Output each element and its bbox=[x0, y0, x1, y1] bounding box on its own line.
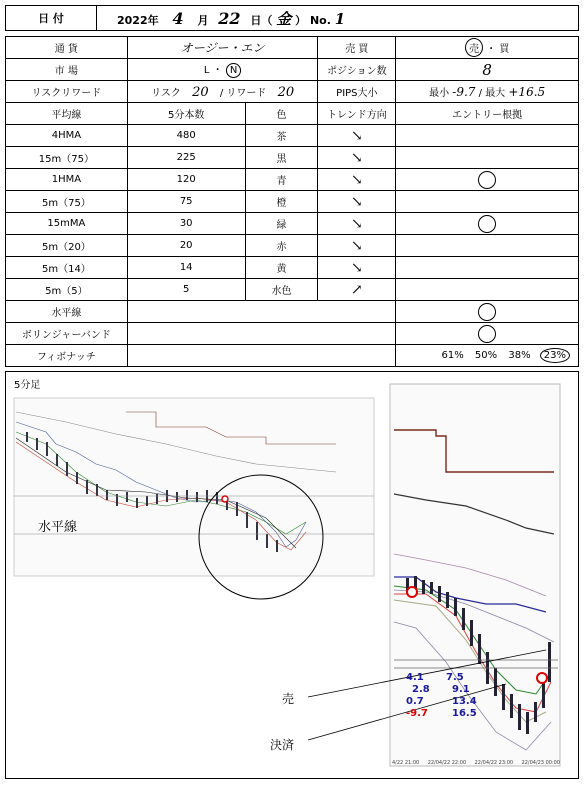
ma-name: 5m（5） bbox=[6, 279, 128, 301]
day-unit: 日（ bbox=[250, 13, 273, 27]
weekday-value: 金 bbox=[276, 9, 292, 28]
header-ma: 平均線 bbox=[6, 103, 128, 125]
position-value: 8 bbox=[396, 59, 579, 81]
table-row bbox=[6, 257, 579, 279]
trade-label: 売 買 bbox=[318, 37, 396, 59]
table-row bbox=[6, 191, 579, 213]
pips-value bbox=[396, 81, 579, 103]
table-row bbox=[6, 125, 579, 147]
bollinger-entry bbox=[396, 323, 579, 345]
axis-tick-label: 22/04/23 00:00 bbox=[521, 760, 560, 766]
ma-entry bbox=[396, 147, 579, 169]
horizontal-line-label: 水平線 bbox=[6, 301, 128, 323]
pips-value: 4.1 bbox=[406, 672, 424, 683]
pips-values-right bbox=[446, 672, 477, 720]
ma-entry bbox=[396, 169, 579, 191]
ma-color: 黄 bbox=[245, 257, 318, 279]
ma-trend: ↘ bbox=[318, 235, 396, 257]
ma-entry bbox=[396, 213, 579, 235]
ma-trend: ↘ bbox=[318, 213, 396, 235]
bollinger-label: ボリンジャーバンド bbox=[6, 323, 128, 345]
market-label: 市 場 bbox=[6, 59, 128, 81]
pips-sep: / bbox=[478, 88, 482, 99]
ma-count: 120 bbox=[127, 169, 245, 191]
rr-value bbox=[127, 81, 318, 103]
risk-value: 20 bbox=[192, 84, 209, 100]
table-row bbox=[6, 235, 579, 257]
left-chart-panel bbox=[14, 398, 374, 576]
reward-value: 20 bbox=[277, 84, 295, 100]
rr-label: リスクリワード bbox=[6, 81, 128, 103]
axis-tick-label: 22/04/22 23:00 bbox=[474, 760, 514, 766]
ma-name: 15m（75） bbox=[6, 147, 128, 169]
record-table bbox=[5, 36, 579, 367]
ma-trend: ↘ bbox=[318, 125, 396, 147]
table-row bbox=[6, 147, 579, 169]
pips-value: 0.7 bbox=[406, 696, 424, 707]
ma-count: 480 bbox=[127, 125, 245, 147]
entry-circle-mark bbox=[478, 303, 496, 321]
trade-sell: 売 bbox=[465, 38, 483, 57]
header-count: 5分本数 bbox=[127, 103, 245, 125]
position-label: ポジション数 bbox=[318, 59, 396, 81]
entry-circle-mark bbox=[478, 325, 496, 343]
pips-value: 7.5 bbox=[446, 672, 464, 683]
market-value bbox=[127, 59, 318, 81]
axis-tick-label: 22/04/22 22:00 bbox=[427, 760, 467, 766]
fib-level: 38% bbox=[508, 350, 531, 361]
ma-count: 20 bbox=[127, 235, 245, 257]
no-value: 1 bbox=[334, 9, 346, 28]
trade-sep: ・ bbox=[486, 44, 497, 55]
sell-annotation: 売 bbox=[282, 692, 295, 706]
ma-name: 5m（20） bbox=[6, 235, 128, 257]
market-sep: ・ bbox=[212, 65, 223, 76]
year: 2022年 bbox=[117, 13, 159, 27]
ma-name: 5m（75） bbox=[6, 191, 128, 213]
ma-color: 赤 bbox=[245, 235, 318, 257]
ma-entry bbox=[396, 125, 579, 147]
market-l: L bbox=[203, 65, 210, 76]
table-row bbox=[6, 213, 579, 235]
axis-tick-label: 4/22 21:00 bbox=[392, 760, 420, 766]
entry-marker bbox=[222, 496, 228, 502]
chart-svg bbox=[6, 372, 577, 777]
ma-name: 1HMA bbox=[6, 169, 128, 191]
horizontal-line-annotation: 水平線 bbox=[38, 520, 78, 535]
ma-count: 30 bbox=[127, 213, 245, 235]
right-chart-axis bbox=[392, 760, 560, 766]
ma-name: 5m（14） bbox=[6, 257, 128, 279]
table-row bbox=[6, 169, 579, 191]
pips-value: 2.8 bbox=[412, 684, 430, 695]
settle-annotation: 決済 bbox=[270, 738, 295, 752]
header-entry: エントリー根拠 bbox=[396, 103, 579, 125]
pips-max-label: 最大 bbox=[485, 88, 506, 99]
date-header bbox=[5, 5, 579, 31]
ma-color: 橙 bbox=[245, 191, 318, 213]
month-unit: 月 bbox=[197, 13, 209, 27]
ma-name: 15mMA bbox=[6, 213, 128, 235]
ma-trend: ↘ bbox=[318, 191, 396, 213]
ma-name: 4HMA bbox=[6, 125, 128, 147]
pips-value: 9.1 bbox=[452, 684, 470, 695]
horizontal-entry bbox=[396, 301, 579, 323]
no-label: No. bbox=[309, 13, 331, 27]
date-label: 日 付 bbox=[6, 6, 97, 31]
ma-count: 225 bbox=[127, 147, 245, 169]
risk-label: リスク bbox=[151, 87, 181, 99]
month-value: 4 bbox=[172, 8, 184, 28]
table-row bbox=[6, 279, 579, 301]
market-n: N bbox=[226, 63, 241, 78]
date-value bbox=[97, 6, 579, 31]
pips-min-label: 最小 bbox=[429, 88, 450, 99]
ma-color: 青 bbox=[245, 169, 318, 191]
ma-trend: ↘ bbox=[318, 257, 396, 279]
fib-level: 50% bbox=[474, 350, 498, 361]
ma-entry bbox=[396, 235, 579, 257]
pips-value: 16.5 bbox=[452, 708, 477, 719]
exit-marker bbox=[537, 673, 547, 683]
entry-circle-mark bbox=[478, 171, 496, 189]
fib-level: 61% bbox=[441, 350, 464, 361]
ma-trend: ↗ bbox=[318, 279, 396, 301]
pips-label: PIPS大小 bbox=[318, 81, 396, 103]
header-trend: トレンド方向 bbox=[318, 103, 396, 125]
trade-buy: 買 bbox=[499, 44, 510, 55]
pips-value: 13.4 bbox=[452, 696, 477, 707]
ma-color: 緑 bbox=[245, 213, 318, 235]
day-value: 22 bbox=[218, 8, 241, 28]
trade-record-sheet bbox=[5, 5, 579, 779]
fib-level-selected: 23% bbox=[540, 348, 570, 363]
ma-entry bbox=[396, 191, 579, 213]
timeframe-label: 5分足 bbox=[14, 380, 41, 391]
ma-trend: ↘ bbox=[318, 147, 396, 169]
ma-count: 75 bbox=[127, 191, 245, 213]
trade-value bbox=[396, 37, 579, 59]
ma-color: 黒 bbox=[245, 147, 318, 169]
currency-label: 通 貨 bbox=[6, 37, 128, 59]
ma-color: 茶 bbox=[245, 125, 318, 147]
ma-color: 水色 bbox=[245, 279, 318, 301]
pips-values-left bbox=[406, 672, 430, 720]
entry-marker bbox=[407, 587, 417, 597]
ma-entry bbox=[396, 257, 579, 279]
ma-count: 14 bbox=[127, 257, 245, 279]
ma-entry bbox=[396, 279, 579, 301]
entry-circle-mark bbox=[478, 215, 496, 233]
ma-trend: ↘ bbox=[318, 169, 396, 191]
pips-max-value: +16.5 bbox=[508, 85, 546, 99]
ma-count: 5 bbox=[127, 279, 245, 301]
chart-area bbox=[5, 371, 579, 779]
fib-label: フィボナッチ bbox=[6, 345, 128, 367]
pips-value-loss: -9.7 bbox=[406, 708, 428, 719]
reward-label: / リワード bbox=[219, 87, 267, 99]
currency-value: オージー・エン bbox=[127, 37, 318, 59]
fib-levels bbox=[396, 345, 579, 367]
header-color: 色 bbox=[245, 103, 318, 125]
close-paren: ） bbox=[295, 13, 307, 27]
pips-min-value: -9.7 bbox=[452, 85, 476, 99]
